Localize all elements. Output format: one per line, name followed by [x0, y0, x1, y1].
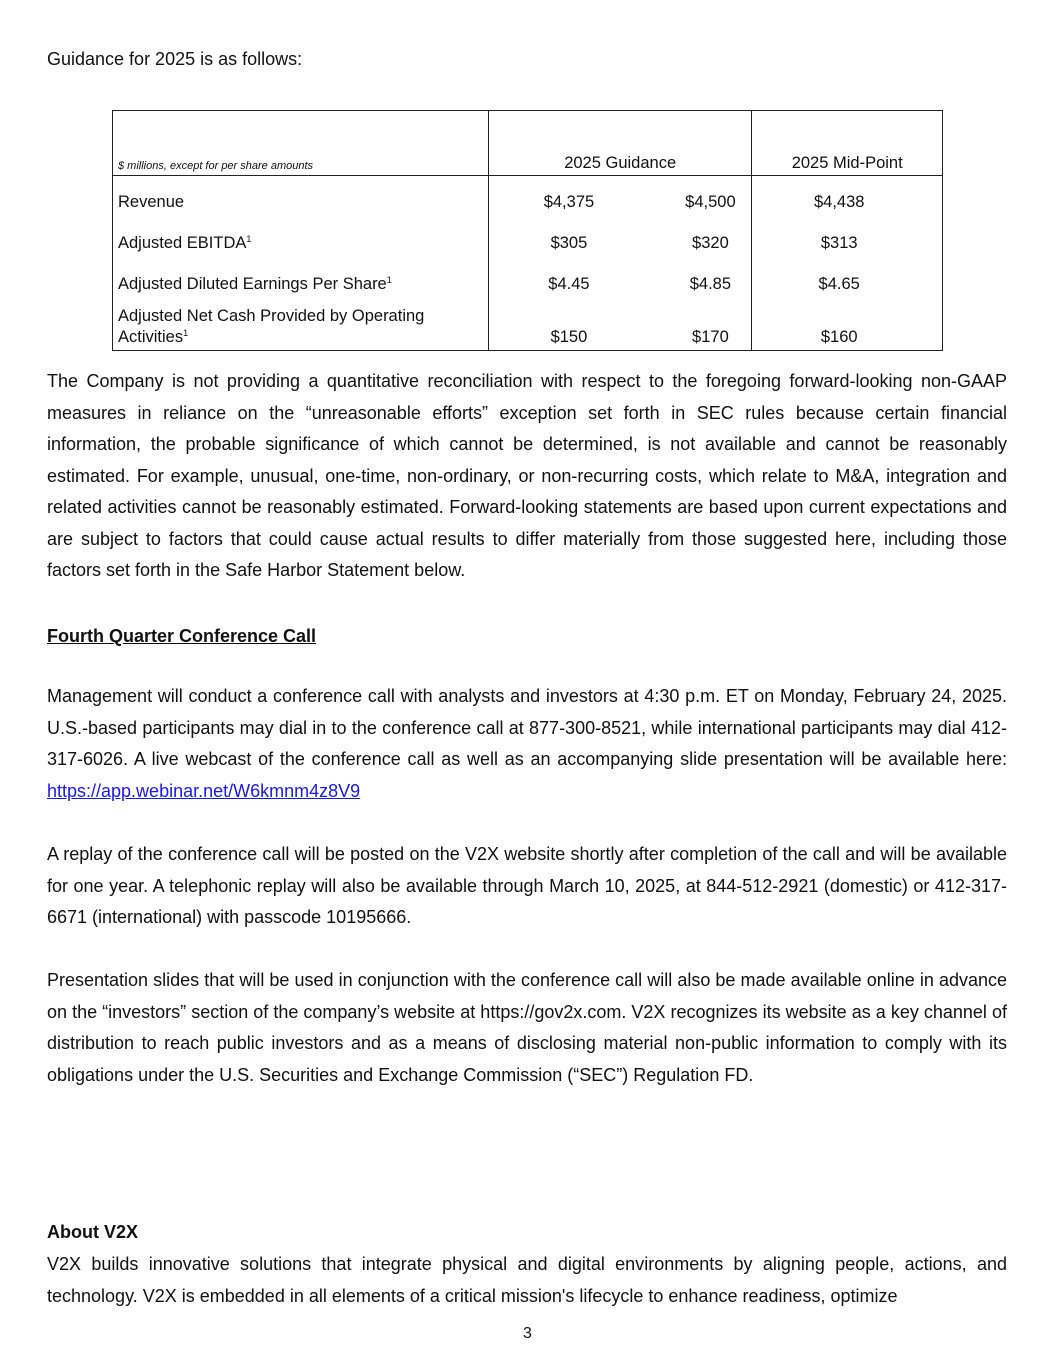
- column-header-midpoint: 2025 Mid-Point: [752, 111, 943, 176]
- midpoint-value: $160: [752, 299, 943, 351]
- table-units-label: $ millions, except for per share amounts: [113, 111, 489, 176]
- reconciliation-paragraph: The Company is not providing a quantitative reconciliation with respect to the foregoing forward-looking non-GAAP measures in reliance on the “unreasonable efforts” exception set forth in SEC rules because certain financial information, the probable significance of which cannot be determined, is not available and cannot be reasonably estimated. For example, unusual, one-time, non-ordinary, or non-recurring costs, which relate to M&A, integration and related activities cannot be reasonably estimated. Forward-looking statements are based upon current expectations and are subject to factors that could cause actual results to differ materially from those suggested here, including those factors set forth in the Safe Harbor Statement below.: [47, 371, 1007, 580]
- guidance-low: $4,375: [543, 193, 595, 211]
- guidance-range: [488, 299, 751, 351]
- footnote-marker: 1: [246, 234, 252, 244]
- guidance-low: $305: [550, 234, 588, 252]
- midpoint-value: $4.65: [752, 258, 943, 299]
- row-label: Adjusted Diluted Earnings Per Share$^1$: [113, 258, 489, 299]
- footnote-marker: 1: [183, 328, 189, 338]
- guidance-low: $4.45: [548, 275, 590, 293]
- webcast-link[interactable]: https://app.webinar.net/W6kmnm4z8V9: [47, 780, 361, 801]
- table-row: [113, 258, 943, 299]
- guidance-range: [488, 176, 751, 218]
- guidance-high: $4,500: [685, 193, 736, 211]
- row-label: Adjusted Net Cash Provided by Operating Activities$^1$: [113, 299, 489, 351]
- guidance-intro: Guidance for 2025 is as follows:: [47, 49, 303, 69]
- table-row: [113, 217, 943, 258]
- table-row: [113, 299, 943, 351]
- guidance-high: $170: [692, 328, 729, 346]
- row-label: Adjusted EBITDA$^1$: [113, 217, 489, 258]
- guidance-range: [488, 258, 751, 299]
- page-number: 3: [523, 1325, 532, 1342]
- about-paragraph: V2X builds innovative solutions that integrate physical and digital environments by aligning people, actions, and technology. V2X is embedded in all elements of a critical mission's lifecycle to enhance readiness, optimize: [47, 1254, 1007, 1306]
- midpoint-value: $4,438: [752, 176, 943, 218]
- guidance-table: [112, 110, 943, 351]
- conference-call-heading: Fourth Quarter Conference Call: [47, 626, 317, 646]
- presentation-slides-paragraph: Presentation slides that will be used in conjunction with the conference call will also be made available online in advance on the “investors” section of the company’s website at https://gov2x.com. V2X recognizes its website as a key channel of distribution to reach public investors and as a means of disclosing material non-public information to comply with its obligations under the U.S. Securities and Exchange Commission (“SEC”) Regulation FD.: [47, 970, 1007, 1085]
- midpoint-value: $313: [752, 217, 943, 258]
- footnote-marker: 1: [386, 275, 392, 285]
- about-heading: About V2X: [47, 1222, 139, 1242]
- guidance-high: $320: [692, 234, 729, 252]
- replay-paragraph: A replay of the conference call will be posted on the V2X website shortly after completion of the call and will be available for one year. A telephonic replay will also be available through March 10, 2025, at 844-512-2921 (domestic) or 412-317-6671 (international) with passcode 10195666.: [47, 844, 1007, 927]
- column-header-guidance: 2025 Guidance: [488, 111, 751, 176]
- row-label: Revenue: [113, 176, 489, 218]
- guidance-low: $150: [550, 328, 588, 346]
- table-header-row: [113, 111, 943, 176]
- guidance-high: $4.85: [689, 275, 732, 293]
- guidance-range: [488, 217, 751, 258]
- table-row: [113, 176, 943, 218]
- conference-call-paragraph: Management will conduct a conference call with analysts and investors at 4:30 p.m. ET on Monday, February 24, 2025. U.S.-based participants may dial in to the conference call at 877-300-8521, while international participants may dial 412-317-6026. A live webcast of the conference call as well as an accompanying slide presentation will be available here: https://app.webinar.net/W6kmnm4z8V9: [47, 686, 1007, 801]
